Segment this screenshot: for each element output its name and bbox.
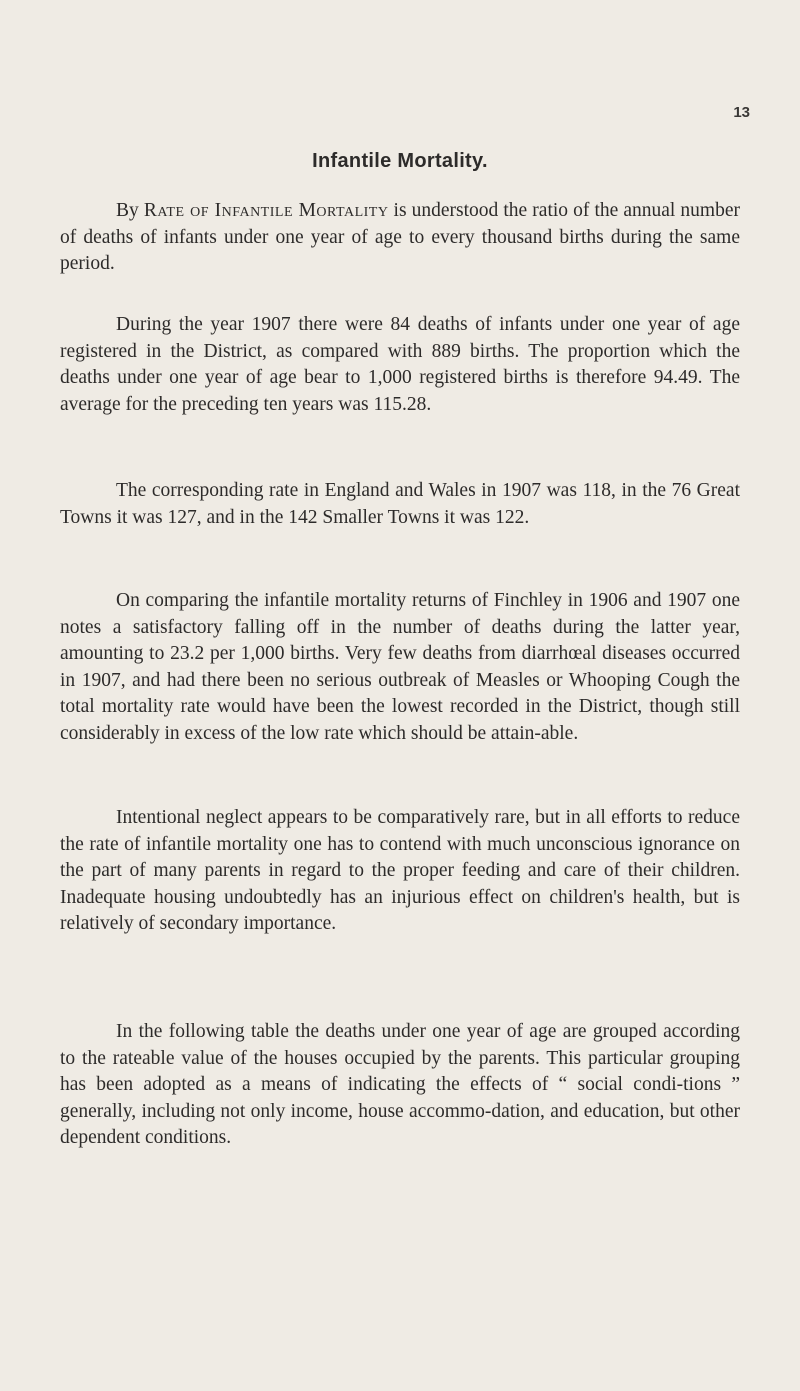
paragraph-1907-figures: During the year 1907 there were 84 deaths of infants under one year of age registered in the District, as compared with 889 births. The proportion which the deaths under one year of age bear to 1,000 registered births is therefore 94.49. The average for the preceding ten years was 115.28. xyxy=(60,314,740,415)
paragraph-neglect: Intentional neglect appears to be comparatively rare, but in all efforts to reduce the rate of infantile mortality one has to contend with much unconscious ignorance on the part of many parents in regard to the proper feeding and care of their children. Inadequate housing undoubtedly has an injurious effect on children's health, but is relatively of secondary importance. xyxy=(60,807,740,934)
paragraph-definition xyxy=(60,198,740,278)
paragraph-rest: is understood the ratio of the annual number of deaths of infants under one year of age to every thousand births during the same period. xyxy=(60,200,740,274)
section-title: Infantile Mortality. xyxy=(312,150,488,172)
page-number: 13 xyxy=(733,104,750,121)
paragraph-national-comparison: The corresponding rate in England and Wales in 1907 was 118, in the 76 Great Towns it was 127, and in the 142 Smaller Towns it was 122. xyxy=(60,480,740,528)
paragraph-table-intro: In the following table the deaths under one year of age are grouped according to the rateable value of the houses occupied by the parents. This particular grouping has been adopted as a means of indicating the effects of “ social condi-tions ” generally, including not only income, house accommo-dation, and education, but other dependent conditions. xyxy=(60,1021,740,1148)
paragraph-finchley-comparison: On comparing the infantile mortality returns of Finchley in 1906 and 1907 one notes a satisfactory falling off in the number of deaths during the latter year, amounting to 23.2 per 1,000 births. Very few deaths from diarrhœal diseases occurred in 1907, and had there been no serious outbreak of Measles or Whooping Cough the total mortality rate would have been the lowest recorded in the District, though still considerably in excess of the low rate which should be attain-able. xyxy=(60,590,740,744)
paragraph-lead: By xyxy=(116,200,144,221)
defined-term: Rate of Infantile Mortality xyxy=(143,200,389,221)
